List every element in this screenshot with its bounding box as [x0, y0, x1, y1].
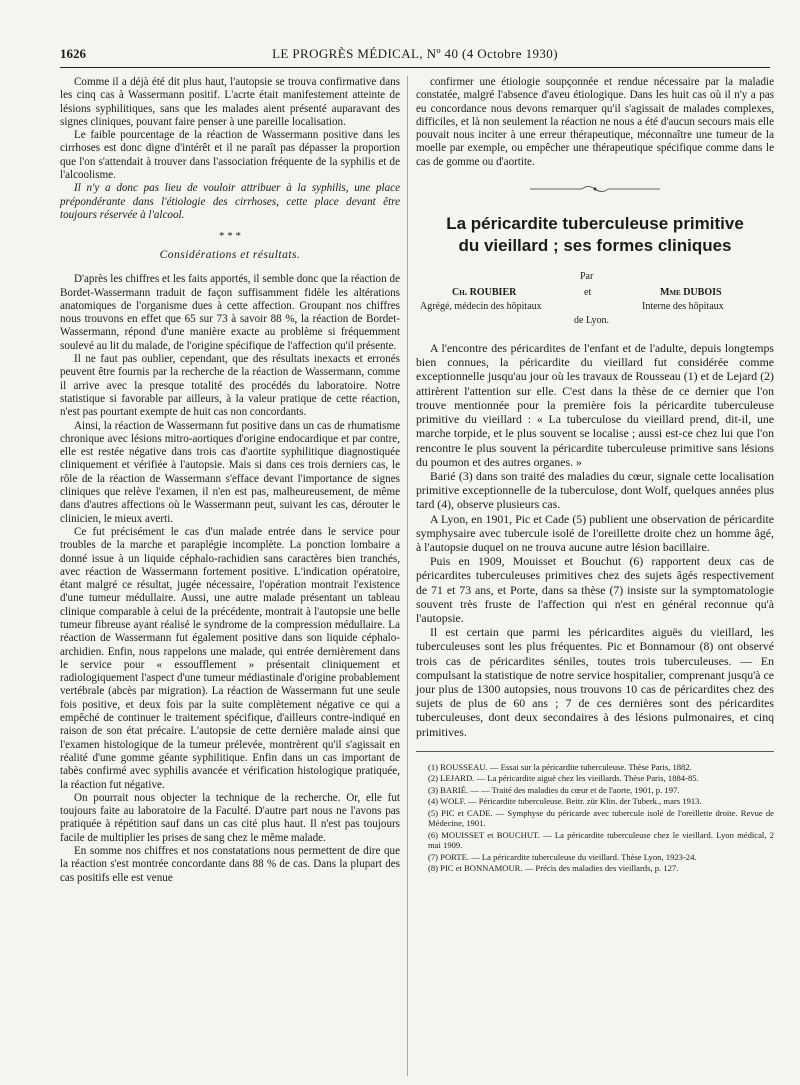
paragraph: Le faible pourcentage de la réaction de Wassermann positive dans les cirrhoses est donc digne d'intérêt et il ne paraît pas dépasser la proportion que l'on s'attendait à trouver dans l'association fréquente de la syphilis et de l'alcoolisme.	[60, 129, 400, 182]
paragraph: Puis en 1909, Mouisset et Bouchut (6) rapportent deux cas de péricardites tuberculeuses primitives chez des sujets âgés respectivement de 71 et 73 ans, et Porte, dans sa thèse (7) insiste sur la symptomatologie souvent très fruste de l'affection qui n'est en général reconnue qu'à l'autopsie.	[416, 554, 774, 625]
article-title	[416, 213, 774, 257]
author2-role: Interne des hôpitaux	[642, 301, 724, 313]
paragraph: En somme nos chiffres et nos constatations nous permettent de dire que la réaction s'est montrée concordante dans 88 % de cas. Dans la plupart des cas positifs elle est venue	[60, 845, 400, 884]
paragraph: Ce fut précisément le cas d'un malade entrée dans le service pour troubles de la marche et paraplégie incomplète. La ponction lombaire a donné issue à un liquide céphalo-rachidien sans caractères bien tranchés, avec réaction de Wassermann fortement positive. L'indication opératoire, étant malgré ce résultat, jugée nécessaire, l'opération montrait l'existence d'une tumeur médullaire. Aussi, une autre malade présentant un tableau clinique comparable à celui de la précédente, montrait à l'autopsie une belle tumeur fibreuse ayant réalisé le syndrome de la compression médullaire. La réaction de Wassermann fut également positive dans son liquide céphalo-archidien. Enfin, nous rappelons une malade, qui entrée dernièrement dans le service pour « essoufflement » présentait cliniquement et radiologiquement l'aspect d'une tumeur médiastinale d'origine probablement vertébrale (abcès par migration). La réaction de Wassermann fut une seule fois positive, et deux fois par la suite complètement négative ce qui a empêché de continuer le traitement spécifique, d'ailleurs contre-indiqué en raison de son état précaire. L'autopsie de cette dernière malade ainsi que l'examen histologique de la tumeur prélevée, montrèrent qu'il s'agissait en réalité d'une gomme géante syphilitique. Enfin dans un cas important de tabès confirmé avec syphilis avancée et vérification histologique pratiquée, la réaction fut négative.	[60, 525, 400, 791]
paragraph: Comme il a déjà été dit plus haut, l'autopsie se trouva confirmative dans les cinq cas à Wassermann positif. L'acrte était manifestement atteinte de lésions syphilitiques, sans que les malades aient présenté auparavant des signes cliniques, pouvant faire penser à une pareille localisation.	[60, 76, 400, 128]
page-number: 1626	[60, 46, 86, 61]
column-divider	[407, 76, 408, 1076]
byline-par: Par	[580, 271, 594, 283]
author2-name: Mme DUBOIS	[660, 287, 722, 299]
section-heading: Considérations et résultats.	[159, 249, 301, 262]
right-column	[416, 76, 774, 875]
section-stars: * * *	[219, 230, 241, 243]
ornament-divider	[416, 181, 774, 199]
footnote: (4) WOLF. — Péricardite tuberculeuse. Beitr. zür Klin. der Tuberk., mars 1913.	[428, 796, 702, 807]
footnotes	[416, 762, 774, 874]
byline	[416, 271, 774, 331]
paragraph: A l'encontre des péricardites de l'enfant et de l'adulte, depuis longtemps bien connues, la péricardite du vieillard fut considérée comme exceptionnelle jusqu'au jour où les travaux de Rousseau (1) et de Lejard (2) attirèrent l'attention sur elle. C'est dans la thèse de ce dernier que l'on trouve mentionnée pour la première fois la péricardite tuberculeuse primitive du vieillard : « La tuberculose du vieillard prend, dit-il, une marche torpide, et le plus souvent se localise ; aussi est-ce chez lui que l'on rencontre le plus souvent la péricardite tuberculeuse primitive sans lésions du poumon et des autres organes. »	[416, 341, 774, 469]
byline-city: de Lyon.	[574, 315, 609, 327]
running-title: LE PROGRÈS MÉDICAL, Nº 40 (4 Octobre 1930)	[272, 46, 558, 61]
footnote: (8) PIC et BONNAMOUR. — Précis des maladies des vieillards, p. 127.	[428, 863, 679, 874]
article-title-line: La péricardite tuberculeuse primitive	[446, 214, 744, 234]
author1-role: Agrégé, médecin des hôpitaux	[420, 301, 542, 313]
paragraph: On pourrait nous objecter la technique de la recherche. Or, elle fut toujours faite au laboratoire de la Faculté. D'autre part nous ne l'avons pas pratiquée à répétition sauf dans un cas cité plus haut. Il n'est pas toujours facile de multiplier les prises de sang chez le même malade.	[60, 791, 400, 844]
paragraph: Barié (3) dans son traité des maladies du cœur, signale cette localisation primitive exceptionnelle de la tuberculose, dont Wolf, quelques années plus tard (4), observe plusieurs cas.	[416, 468, 774, 512]
footnote: (2) LEJARD. — La péricardite aiguë chez les vieillards. Thèse Paris, 1884-85.	[428, 773, 699, 784]
footnote: (1) ROUSSEAU. — Essai sur la péricardite tuberculeuse. Thèse Paris, 1882.	[428, 761, 692, 772]
paragraph: Il ne faut pas oublier, cependant, que des résultats inexacts et erronés peuvent être fournis par la recherche de la réaction de Wassermann, comme il arrive avec la presque totalité des procédés du laboratoire. Notre statistique si favorable par ailleurs, à la valeur pratique de cette réaction, n'est pas pourtant exempte de huit cas non concordants.	[60, 353, 400, 419]
paragraph: Il est certain que parmi les péricardites aiguës du vieillard, les tuberculeuses sont les plus fréquentes. Pic et Bonnamour (8) ont observé trois cas de péricardites séniles, toutes trois tuberculeuses. — En compulsant la statistique de notre service hospitalier, comprenant jusqu'à ce jour plus de 1300 autopsies, nous trouvons 10 cas de péricardites chez des sujets de plus de 60 ans ; 7 de ces dernières sont des péricardites tuberculeuses, dont deux secondaires à des lésions pulmonaires, et cinq primitives.	[416, 625, 774, 739]
paragraph: D'après les chiffres et les faits apportés, il semble donc que la réaction de Bordet-Wassermann traduit de façon suffisamment fidèle les altérations anatomiques de l'organisme dues à cette affection. Groupant nos chiffres nous trouvons en effet que 65 sur 73 à savoir 88 %, la réaction de Bordet-Wassermann, répond d'une manière exacte au problème si fréquemment soulevé au lit du malade, de l'origine spécifique de l'affection qu'il présente.	[60, 273, 400, 352]
header-rule	[60, 67, 770, 68]
article-title-line: du vieillard ; ses formes cliniques	[458, 236, 732, 256]
author1-name: Ch. ROUBIER	[452, 287, 517, 299]
ornament-icon	[530, 184, 660, 194]
byline-et: et	[584, 287, 592, 299]
left-column	[60, 76, 400, 885]
article-body	[416, 341, 774, 739]
footnote: (3) BARIÉ. — — Traité des maladies du cœur et de l'aorte, 1901, p. 197.	[428, 784, 680, 795]
page-header	[60, 46, 770, 64]
paragraph: A Lyon, en 1901, Pic et Cade (5) publient une observation de péricardite symphysaire avec tubercule isolé de l'oreillette droite chez un homme âgé, à l'autopsie duquel on ne trouva aucune autre lésion bacillaire.	[416, 511, 774, 554]
footnote: (5) PIC et CADE. — Symphyse du péricarde avec tubercule isolé de l'oreillette droite. Revue de Médecine, 1901.	[428, 807, 774, 829]
footnote: (7) PORTE. — La péricardite tuberculeuse du vieillard. Thèse Lyon, 1923-24.	[428, 851, 697, 862]
paragraph: confirmer une étiologie soupçonnée et rendue nécessaire par la maladie constatée, malgré l'absence d'aveu étiologique. Dans les huit cas où il n'y a pas eu concordance nous devons remarquer qu'il s'agissait de malades complexes, difficiles, et là non seulement la réaction ne nous a été d'aucun secours mais elle pouvait nous inciter à une erreur thérapeutique, méconnaître une tumeur de la moelle par exemple, ou empêcher une thérapeutique spécifique comme dans le cas de gomme ou d'aortite.	[416, 76, 774, 168]
footnote: (6) MOUISSET et BOUCHUT. — La péricardite tuberculeuse chez le vieillard. Lyon médical, 2 mai 1909.	[428, 829, 774, 851]
paragraph: Ainsi, la réaction de Wassermann fut positive dans un cas de rhumatisme chronique avec lésions mitro-aortiques d'origine endocardique et par contre, elle est restée négative dans trois cas d'aortite syphilitique diagnostiquée cliniquement et vérifiée à l'autopsie. Mais si dans ces trois derniers cas, le rôle de la réaction de Wassermann s'efface devant l'importance de signes cliniques que relève l'examen, il n'en est pas, malheureusement, de même dans d'autres affections où le Wassermann peut, suivant les cas, dérouter le clinicien, le mieux averti.	[60, 419, 400, 525]
footnote-rule	[416, 751, 774, 752]
italic-conclusion: Il n'y a donc pas lieu de vouloir attribuer à la syphilis, une place prépondérante dans l'étiologie des cirrhoses, cette place devant être toujours réservée à l'alcool.	[60, 182, 400, 221]
